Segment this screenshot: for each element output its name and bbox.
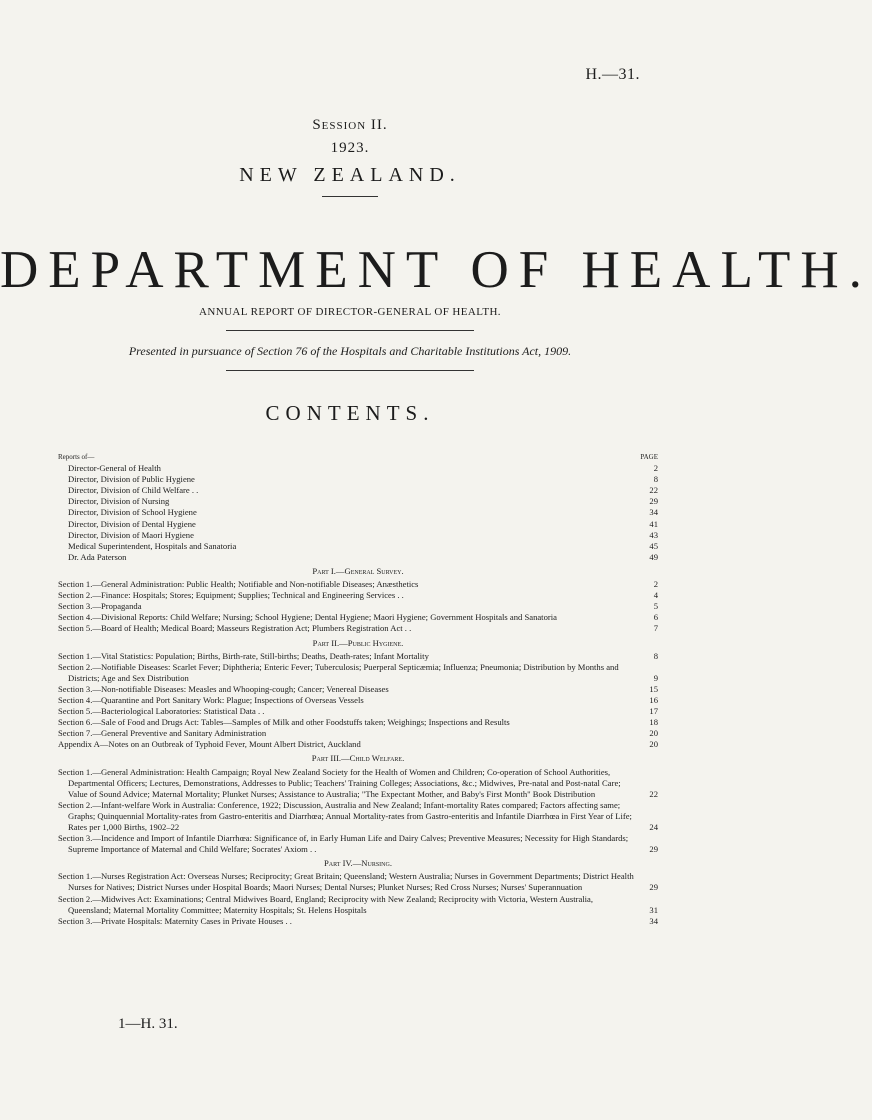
table-of-contents [58, 452, 658, 927]
toc-entry [58, 530, 658, 541]
divider [226, 370, 474, 371]
footer-signature: 1—H. 31. [118, 1016, 178, 1032]
toc-entry-text: Medical Superintendent, Hospitals and Sanatoria [68, 540, 237, 551]
divider [226, 330, 474, 331]
toc-entry-page: 8 [653, 474, 658, 485]
toc-entry [58, 651, 658, 662]
reports-list [58, 463, 658, 563]
toc-entry [58, 552, 658, 563]
toc-entry-page: 8 [653, 650, 658, 661]
toc-entry-text: Director, Division of Child Welfare . . [68, 485, 199, 496]
toc-entry-text: Section 5.—Board of Health; Medical Board; Masseurs Registration Act; Plumbers Registration Act . . [58, 623, 412, 634]
toc-entry [58, 717, 658, 728]
toc-entry-text: Section 1.—General Administration: Health Campaign; Royal New Zealand Society for the Health of Women and Children; Co-operation of School Authorities, Departmental Officers; Lectures, Demonstrations, Addresses to Public; Teachers' Training Colleges; Associations, &c.; Midwives, Pre-natal and Post-natal Care; Value of Sound Advice; Maternal Mortality; Plunket Nurses; Assistance to Australia; "The Expectant Mother, and Baby's First Month" Book Distribution [58, 766, 621, 799]
toc-entry-text: Director-General of Health [68, 463, 161, 474]
page-reference: H.—31. [585, 66, 640, 83]
toc-entry-page: 20 [649, 739, 658, 750]
toc-entry-text: Section 3.—Propaganda [58, 601, 142, 612]
year-label: 1923. [330, 140, 370, 156]
toc-entry-page: 34 [649, 507, 658, 518]
toc-entry-text: Section 1.—Vital Statistics: Population; Births, Birth-rate, Still-births; Deaths, Death-rates; Infant Mortality [58, 650, 429, 661]
toc-entry [58, 916, 658, 927]
toc-entry-page: 17 [649, 706, 658, 717]
toc-entry-page: 16 [649, 694, 658, 705]
toc-entry [58, 485, 658, 496]
toc-entry-page: 24 [649, 822, 658, 832]
toc-entry-page: 49 [649, 551, 658, 562]
toc-header [58, 452, 658, 463]
toc-entry-page: 9 [653, 672, 658, 683]
toc-entry-page: 29 [649, 882, 658, 893]
department-title: DEPARTMENT OF HEALTH. [0, 241, 872, 299]
part-heading: Part III.—Child Welfare. [311, 753, 405, 764]
session-label: Session II. [312, 117, 388, 133]
toc-entry [58, 767, 658, 800]
toc-entry [58, 662, 658, 684]
toc-entry-page: 15 [649, 683, 658, 694]
toc-entry-text: Director, Division of Public Hygiene [68, 474, 195, 485]
toc-entry [58, 507, 658, 518]
toc-entry-page: 29 [649, 496, 658, 507]
toc-entry-page: 45 [649, 540, 658, 551]
parts-list [58, 566, 658, 927]
toc-entry-text: Section 1.—General Administration: Public Health; Notifiable and Non-notifiable Diseases; Anæsthetics [58, 579, 419, 590]
country-label: NEW ZEALAND. [239, 164, 461, 186]
toc-entry-page: 18 [649, 717, 658, 728]
toc-entry [58, 601, 658, 612]
toc-entry-text: Director, Division of School Hygiene [68, 507, 197, 518]
toc-entry [58, 800, 658, 833]
toc-entry-page: 2 [653, 463, 658, 474]
toc-entry [58, 871, 658, 893]
toc-entry [58, 474, 658, 485]
toc-entry-text: Section 6.—Sale of Food and Drugs Act: Tables—Samples of Milk and other Foodstuffs taken; Weighings; Inspections and Results [58, 717, 510, 728]
toc-entry-page: 22 [649, 485, 658, 496]
page-column-label: PAGE [640, 453, 658, 461]
toc-entry-text: Dr. Ada Paterson [68, 551, 127, 562]
toc-entry-text: Section 3.—Private Hospitals: Maternity Cases in Private Houses . . [58, 915, 292, 926]
toc-entry [58, 739, 658, 750]
toc-entry [58, 590, 658, 601]
toc-entry [58, 612, 658, 623]
toc-entry [58, 695, 658, 706]
toc-entry-text: Director, Division of Nursing [68, 496, 170, 507]
toc-entry-page: 7 [653, 623, 658, 634]
toc-entry [58, 706, 658, 717]
toc-entry-page: 22 [649, 788, 658, 799]
toc-entry-text: Section 2.—Infant-welfare Work in Australia: Conference, 1922; Discussion, Australia and New Zealand; Infant-mortality Rates compared; Factors affecting same; Graphs; Quinquennial Mortality-rates from Gastro-enteritis and Diarrhœa; Annual Mortality-rates from Gastro-enteritis and Infantile Diarrhœa in First Year of Life; Rates per 1,000 Births, 1902–22 [58, 799, 632, 832]
contents-heading: CONTENTS. [265, 401, 435, 425]
toc-entry-text: Director, Division of Maori Hygiene [68, 529, 194, 540]
toc-entry-page: 43 [649, 529, 658, 540]
toc-entry [58, 623, 658, 634]
toc-entry-text: Section 2.—Midwives Act: Examinations; Central Midwives Board, England; Reciprocity with New Zealand; Reciprocity with Victoria, Western Australia, Queensland; Maternal Mortality Committee; Maternity Hospitals; St. Helens Hospitals [58, 893, 593, 915]
toc-entry-text: Director, Division of Dental Hygiene [68, 518, 196, 529]
toc-entry [58, 894, 658, 916]
toc-entry [58, 728, 658, 739]
toc-entry-text: Section 3.—Non-notifiable Diseases: Measles and Whooping-cough; Cancer; Venereal Diseases [58, 683, 389, 694]
toc-entry-page: 20 [649, 728, 658, 739]
presented-note: Presented in pursuance of Section 76 of the Hospitals and Charitable Institutions Act, 1909. [128, 344, 572, 358]
toc-entry [58, 541, 658, 552]
toc-entry-page: 4 [653, 590, 658, 601]
report-subtitle: ANNUAL REPORT OF DIRECTOR-GENERAL OF HEALTH. [199, 306, 501, 318]
reports-label: Reports of— [58, 453, 95, 461]
toc-entry-page: 6 [653, 612, 658, 623]
toc-entry-text: Section 4.—Quarantine and Port Sanitary Work: Plague; Inspections of Overseas Vessels [58, 694, 364, 705]
toc-entry [58, 519, 658, 530]
toc-entry-text: Section 7.—General Preventive and Sanitary Administration [58, 728, 267, 739]
toc-entry-text: Appendix A—Notes on an Outbreak of Typhoid Fever, Mount Albert District, Auckland [58, 739, 361, 750]
toc-entry [58, 579, 658, 590]
toc-entry [58, 496, 658, 507]
toc-entry-text: Section 3.—Incidence and Import of Infantile Diarrhœa: Significance of, in Early Human Life and Dairy Calves; Preventive Measures; Necessity for High Standards; Supreme Importance of Maternal and Child Welfare; Socrates' Axiom . . [58, 833, 629, 855]
toc-entry-text: Section 1.—Nurses Registration Act: Overseas Nurses; Reciprocity; Great Britain; Queensland; Western Australia; Nurses in Government Departments; District Health Nurses for Natives; District Nurses under Hospital Boards; Maori Nurses; Dental Nurses; Plunket Nurses; Red Cross Nurses; Nurses' Superannuation [58, 871, 634, 893]
toc-entry-page: 31 [649, 904, 658, 915]
part-heading: Part I.—General Survey. [312, 565, 404, 576]
toc-entry-text: Section 2.—Finance: Hospitals; Stores; Equipment; Supplies; Technical and Engineering Services . . [58, 590, 404, 601]
toc-entry [58, 463, 658, 474]
part-heading: Part IV.—Nursing. [324, 858, 392, 869]
toc-entry-text: Section 2.—Notifiable Diseases: Scarlet Fever; Diphtheria; Enteric Fever; Tuberculosis; Puerperal Septicæmia; Influenza; Pneumonia; Distribution by Months and Districts; Age and Sex Distribution [58, 661, 619, 683]
toc-entry [58, 684, 658, 695]
part-heading: Part II.—Public Hygiene. [312, 637, 404, 648]
toc-entry-page: 2 [653, 579, 658, 590]
toc-entry [58, 833, 658, 855]
divider [322, 196, 378, 197]
toc-entry-page: 29 [649, 844, 658, 855]
toc-entry-page: 34 [649, 915, 658, 926]
toc-entry-page: 5 [653, 601, 658, 612]
toc-entry-page: 41 [649, 518, 658, 529]
toc-entry-text: Section 5.—Bacteriological Laboratories: Statistical Data . . [58, 706, 265, 717]
toc-entry-text: Section 4.—Divisional Reports: Child Welfare; Nursing; School Hygiene; Dental Hygiene; Maori Hygiene; Government Hospitals and Sanatoria [58, 612, 557, 623]
